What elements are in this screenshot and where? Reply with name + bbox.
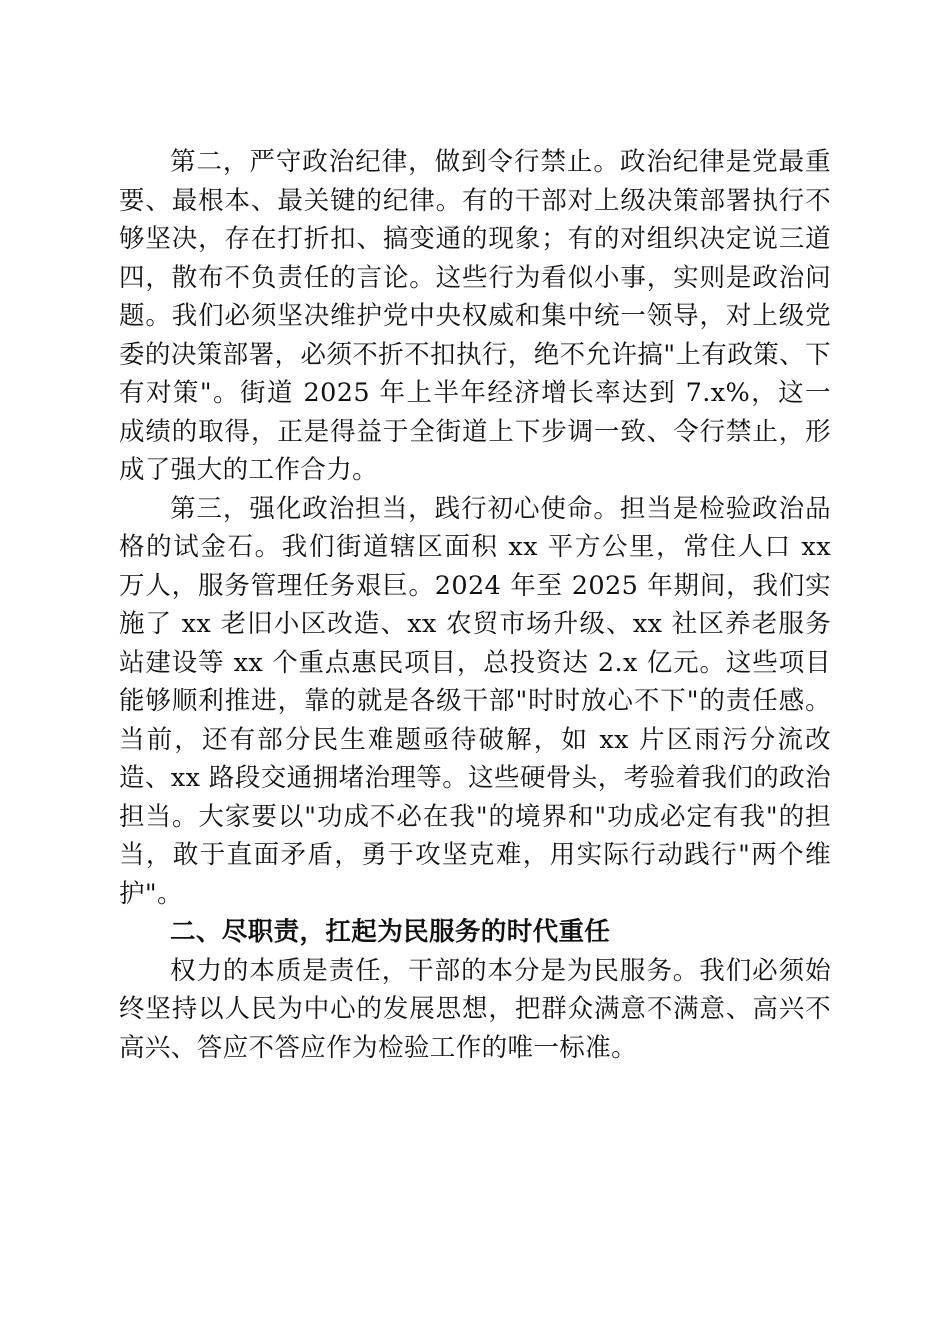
paragraph-lead: 第二，严守政治纪律，做到令行禁止。 (170, 147, 620, 177)
paragraph-lead: 第三，强化政治担当，践行初心使命。 (170, 493, 620, 524)
paragraph-body: 担当是检验政治品格的试金石。我们街道辖区面积 xx 平方公里，常住人口 xx 万人，服务管理任务艰巨。2024 年至 2025 年期间，我们实施了 xx 老旧小区改造、xx 农贸市场升级、xx 社区养老服务站建设等 xx 个重点惠民项目，总投资达 2.x 亿元。这些项目能够顺利推进，靠的就是各级干部"时时放心不下"的责任感。当前，还有部分民生难题亟待破解，如 xx 片区雨污分流改造、xx 路段交通拥堵治理等。这些硬骨头，考验着我们的政治担当。大家要以"功成不必在我"的境界和"功成必定有我"的担当，敢于直面矛盾，勇于攻坚克难，用实际行动践行"两个维护"。 (119, 493, 831, 909)
paragraph-body: 政治纪律是党最重要、最根本、最关键的纪律。有的干部对上级决策部署执行不够坚决，存在打折扣、搞变通的现象；有的对组织决定说三道四，散布不负责任的言论。这些行为看似小事，实则是政治问题。我们必须坚决维护党中央权威和集中统一领导，对上级党委的决策部署，必须不折不扣执行，绝不允许搞"上有政策、下有对策"。街道 2025 年上半年经济增长率达到 7.x%，这一成绩的取得，正是得益于全街道上下步调一致、令行禁止，形成了强大的工作合力。 (119, 147, 831, 485)
paragraph-political-responsibility (119, 490, 831, 914)
paragraph-serve-people: 权力的本质是责任，干部的本分是为民服务。我们必须始终坚持以人民为中心的发展思想，把群众满意不满意、高兴不高兴、答应不答应作为检验工作的唯一标准。 (119, 955, 831, 1063)
document-page (119, 143, 831, 1067)
section-heading: 二、尽职责，扛起为民服务的时代重任 (170, 917, 611, 947)
paragraph-political-discipline (119, 143, 831, 490)
